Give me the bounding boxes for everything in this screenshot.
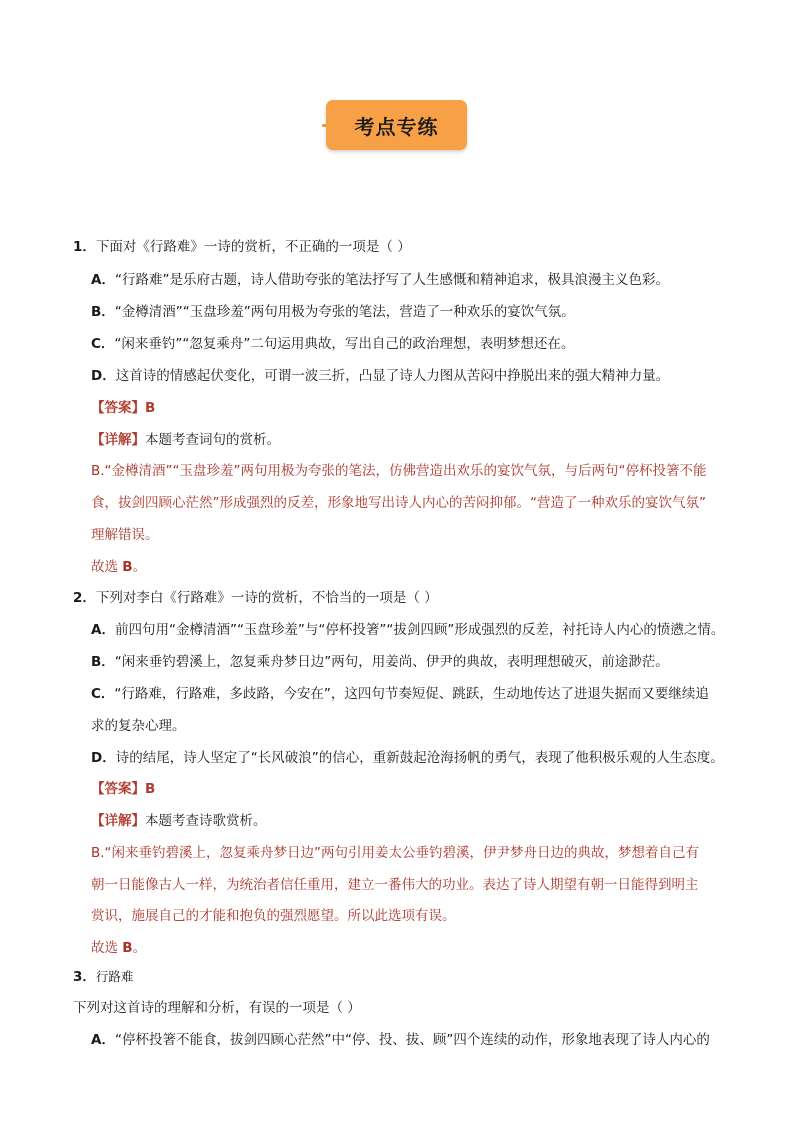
q3-stem: 下列对这首诗的理解和分析，有误的一项是（ ） xyxy=(73,1000,361,1016)
q2-option-b: B．“闲来垂钓碧溪上，忽复乘舟梦日边”两句，用姜尚、伊尹的典故，表明理想破灭，前途渺茫。 xyxy=(91,654,669,670)
q1-detail: 【详解】本题考查词句的赏析。 xyxy=(91,432,280,448)
q3-poem-title: 3．行路难 xyxy=(73,969,134,985)
q1-explain-line-3: 理解错误。 xyxy=(91,527,159,543)
q1-explain-line-1: B.“金樽清酒”“玉盘珍羞”两句用极为夸张的笔法，仿佛营造出欢乐的宴饮气氛，与后两句“停杯投箸不能 xyxy=(91,463,707,479)
q1-stem: 1．下面对《行路难》一诗的赏析，不正确的一项是（ ） xyxy=(73,239,411,255)
q1-option-c: C．“闲来垂钓”“忽复乘舟”二句运用典故，写出自己的政治理想，表明梦想还在。 xyxy=(91,336,575,352)
q2-option-c-cont: 求的复杂心理。 xyxy=(91,718,186,734)
q1-option-b: B．“金樽清酒”“玉盘珍羞”两句用极为夸张的笔法，营造了一种欢乐的宴饮气氛。 xyxy=(91,304,575,320)
section-title-badge: 考点专练 xyxy=(326,100,467,150)
q1-option-d: D．这首诗的情感起伏变化，可谓一波三折，凸显了诗人力图从苦闷中挣脱出来的强大精神力量。 xyxy=(91,368,670,384)
q1-answer: 【答案】B xyxy=(91,400,156,416)
q2-explain-line-2: 朝一日能像古人一样，为统治者信任重用，建立一番伟大的功业。表达了诗人期望有朝一日能得到明主 xyxy=(91,877,699,893)
q2-stem: 2．下列对李白《行路难》一诗的赏析，不恰当的一项是（ ） xyxy=(73,590,438,606)
q2-explain-line-3: 赏识，施展自己的才能和抱负的强烈愿望。所以此选项有误。 xyxy=(91,908,456,924)
q2-conclusion: 故选 B。 xyxy=(91,940,147,956)
q2-answer: 【答案】B xyxy=(91,781,156,797)
q2-option-c: C．“行路难，行路难，多歧路，今安在”，这四句节奏短促、跳跃，生动地传达了进退失据而又要继续追 xyxy=(91,686,709,702)
section-header xyxy=(0,100,794,152)
q1-conclusion: 故选 B。 xyxy=(91,559,147,575)
q2-detail: 【详解】本题考查诗歌赏析。 xyxy=(91,813,267,829)
q2-explain-line-1: B.“闲来垂钓碧溪上，忽复乘舟梦日边”两句引用姜太公垂钓碧溪，伊尹梦舟日边的典故，梦想着自己有 xyxy=(91,845,700,861)
q3-option-a: A．“停杯投箸不能食，拔剑四顾心茫然”中“停、投、拔、顾”四个连续的动作，形象地表现了诗人内心的 xyxy=(91,1032,710,1048)
q1-option-a: A．“行路难”是乐府古题，诗人借助夸张的笔法抒写了人生感慨和精神追求，极具浪漫主义色彩。 xyxy=(91,272,669,288)
q2-option-a: A．前四句用“金樽清酒”“玉盘珍羞”与“停杯投箸”“拔剑四顾”形成强烈的反差，衬托诗人内心的愤懑之情。 xyxy=(91,622,725,638)
q2-option-d: D．诗的结尾，诗人坚定了“长风破浪”的信心，重新鼓起沧海扬帆的勇气，表现了他积极乐观的人生态度。 xyxy=(91,750,724,766)
q1-explain-line-2: 食，拔剑四顾心茫然”形成强烈的反差，形象地写出诗人内心的苦闷抑郁。“营造了一种欢乐的宴饮气氛” xyxy=(91,495,706,511)
